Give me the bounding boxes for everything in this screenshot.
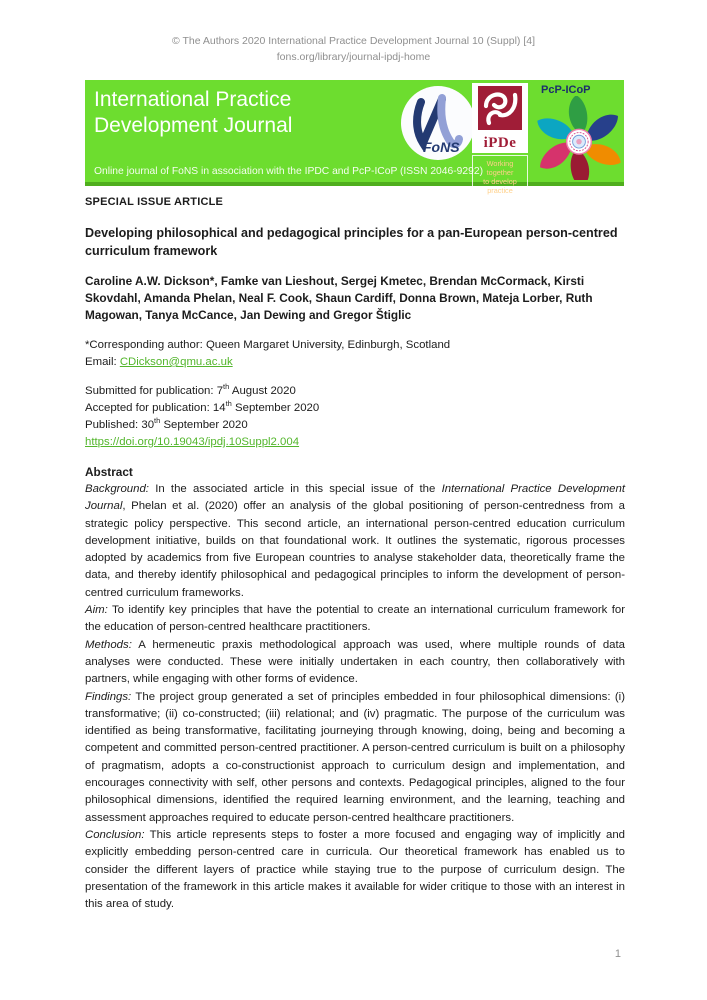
article-body [85,196,625,913]
ipde-tagline [472,155,528,199]
doi-line [85,434,625,451]
journal-name-italic: International Practice Development Journal [85,483,625,513]
email-link[interactable]: CDickson@qmu.ac.uk [119,356,233,368]
email-line [85,354,625,371]
background-text-2: , Phelan et al. (2020) offer an analysis of the global positioning of person-centredness from a strategic policy perspective. This second article, an international person-centred education curriculum development initiative, builds on that foundational work. It outlines the systematic, rigorous processes adopted by academics from five European countries to analyse stakeholder data, theoretically frame the data, and thereby identify philosophical and pedagogical principles to inform the development of person-centred curriculum frameworks. [85,500,625,599]
corresponding-block [85,337,625,371]
ipde-tagline-line1: Working together [486,159,514,177]
page-header [0,0,707,65]
doi-link[interactable]: https://doi.org/10.19043/ipdj.10Suppl2.004 [85,436,300,448]
abstract-conclusion [85,827,625,913]
submitted-ordinal: th [223,382,230,392]
journal-home-url: fons.org/library/journal-ipdj-home [276,51,431,63]
aim-label: Aim: [85,604,108,617]
published-ordinal: th [154,416,161,426]
journal-banner [85,80,624,195]
author-list: Caroline A.W. Dickson*, Famke van Lieshout, Sergej Kmetec, Brendan McCormack, Kirsti Skovdahl, Amanda Phelan, Neal F. Cook, Shaun Cardiff, Donna Brown, Mateja Lorber, Ruth Magowan, Tanya McCance, Jan Dewing and Gregor Štiglic [85,274,593,322]
background-label: Background: [85,483,149,495]
accepted-line [85,400,625,417]
fons-wordmark: FoNS [423,139,460,155]
methods-text: A hermeneutic praxis methodological approach was used, where multiple rounds of data analyses were conducted. These were initially undertaken in each country, then collaboratively with partners, while engaging with other forms of evidence. [85,638,625,686]
ipde-box [472,83,528,153]
methods-label: Methods: [85,638,132,651]
ipde-wordmark: iPDe [483,135,517,151]
corresponding-author-line: *Corresponding author: Queen Margaret University, Edinburgh, Scotland [85,339,451,351]
pcp-icop-logo [535,82,623,180]
submitted-text: Submitted for publication: 7 [85,385,224,397]
abstract-background [85,481,625,602]
copyright-line: © The Authors 2020 International Practice Development Journal 10 (Suppl) [4] [171,35,535,47]
article-kicker: SPECIAL ISSUE ARTICLE [85,196,224,208]
fons-logo [400,85,476,161]
abstract-aim [85,602,625,637]
conclusion-label: Conclusion: [85,828,145,841]
submitted-date: August 2020 [229,385,296,397]
email-label: Email: [85,356,120,368]
accepted-ordinal: th [225,399,232,409]
published-date: September 2020 [160,419,248,431]
article-title: Developing philosophical and pedagogical principles for a pan-European person-centred curriculum framework [85,226,618,258]
conclusion-text: This article represents steps to foster a more focused and engaging way of implicitly and explicitly embedding person-centred care in curricula. Our theoretical framework has enabled us to consider the different layers of practice while staying true to the purpose of curriculum design. The presentation of the framework in this article makes it available for wider critique to those with an interest in this area of study. [85,828,625,911]
findings-label: Findings: [85,690,132,703]
abstract-heading: Abstract [85,465,133,479]
ipde-tagline-line2: to develop practice [483,177,517,195]
background-text-1: In the associated article in this special issue of the [148,483,442,495]
pcp-icop-pinwheel-icon [535,96,623,180]
abstract-findings [85,689,625,827]
accepted-date: September 2020 [231,402,320,414]
ipde-koru-icon [478,86,522,130]
aim-text: To identify key principles that have the potential to create an international curriculum framework for the education of person-centred healthcare practitioners. [85,604,625,634]
abstract-methods [85,637,625,689]
journal-title-line2: Development Journal [94,114,293,137]
journal-subtitle: Online journal of FoNS in association with the IPDC and PcP-ICoP (ISSN 2046-9292) [94,166,483,177]
journal-title [94,87,292,139]
published-line [85,417,625,434]
findings-text: The project group generated a set of principles embedded in four philosophical dimensions: (i) transformative; (ii) co-constructed; (iii) relational; and (iv) pragmatic. The purpose of the curriculum was identified as being transformative, facilitating journeying through knowing, doing, being and becoming a competent and committed person-centred practitioner. A person-centred curriculum is built on a philosophy of pragmatism, adopts a co-constructionist approach to curriculum design and implementation, and encourages connectivity with self, other persons and contexts. Pedagogical principles, aligned to the four philosophical dimensions, identified the required learning environment, and the learning, teaching and assessment approaches required to educate person-centred healthcare practitioners. [85,690,625,824]
publication-dates-block [85,383,625,451]
journal-title-line1: International Practice [94,88,292,111]
fons-logo-icon [400,85,476,161]
ipde-logo [472,83,528,199]
pcp-icop-wordmark: PcP-ICoP [541,84,591,96]
page-number: 1 [614,948,621,960]
submitted-line [85,383,625,400]
published-text: Published: 30 [85,419,155,431]
accepted-text: Accepted for publication: 14 [85,402,226,414]
